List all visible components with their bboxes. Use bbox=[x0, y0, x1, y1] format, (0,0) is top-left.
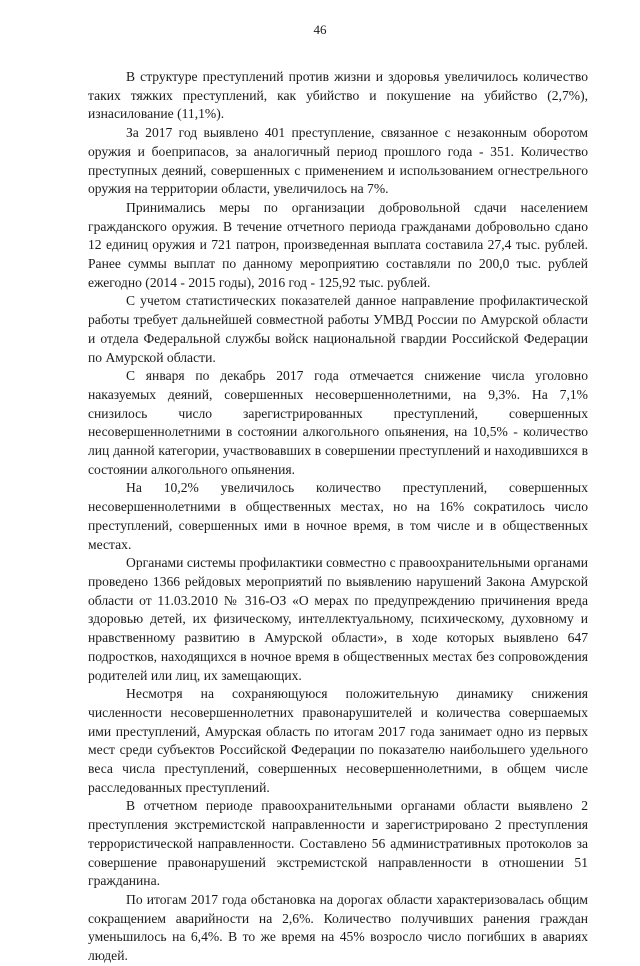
paragraph-voluntary-weapon-surrender: Принимались меры по организации добровольной сдачи населением гражданского оружия. В течение отчетного периода гражданами добровольно сдано 12 единиц оружия и 721 патрон, произведенная выплата составила 27,4 тыс. рублей. Ранее суммы выплат по данному мероприятию составляли по 200,0 тыс. рублей ежегодно (2014 - 2015 годы), 2016 год - 125,92 тыс. рублей. bbox=[88, 199, 588, 290]
page-number: 46 bbox=[313, 22, 327, 37]
paragraph-road-safety: По итогам 2017 года обстановка на дорогах области характеризовалась общим сокращением аварийности на 2,6%. Количество получивших ранения граждан уменьшилось на 6,4%. В то же время на 45% возросло число погибших в авариях людей. bbox=[88, 891, 588, 964]
paragraph-crimes-against-life: В структуре преступлений против жизни и здоровья увеличилось количество таких тяжких преступлений, как убийство и покушение на убийство (2,7%), изнасилование (11,1%). bbox=[88, 69, 588, 122]
paragraph-juvenile-crime: С января по декабрь 2017 года отмечается снижение числа уголовно наказуемых деяний, совершенных несовершеннолетними, на 9,3%. На 7,1% снизилось число зарегистрированных преступлений, совершенных несовершеннолетними в состоянии алкогольного опьянения, на 10,5% - количество лиц данной категории, участвовавших в совершении преступлений и находившихся в состоянии алкогольного опьянения. bbox=[88, 368, 588, 477]
paragraph-juvenile-public-places: На 10,2% увеличилось количество преступлений, совершенных несовершеннолетними в общественных местах, но на 16% сократилось число преступлений, совершенных ими в ночное время, в том числе и в общественных местах. bbox=[88, 480, 588, 552]
paragraph-raids: Органами системы профилактики совместно с правоохранительными органами проведено 1366 рейдовых мероприятий по выявлению нарушений Закона Амурской области от 11.03.2010 № 316-ОЗ «О мерах по предупреждению причинения вреда здоровью детей, их физическому, интеллектуальному, психическому, духовному и нравственному развитию в Амурской области», в ходе которых выявлено 647 подростков, находящихся в ночное время в общественных местах без сопровождения родителей или лиц, их замещающих. bbox=[88, 555, 588, 683]
body-text bbox=[88, 68, 588, 966]
paragraph-illegal-weapons: За 2017 год выявлено 401 преступление, связанное с незаконным оборотом оружия и боеприпасов, за аналогичный период прошлого года - 351. Количество преступных деяний, совершенных с применением и использованием огнестрельного оружия на территории области, увеличилось на 7%. bbox=[88, 125, 588, 197]
paragraph-region-ranking: Несмотря на сохраняющуюся положительную динамику снижения численности несовершеннолетних правонарушителей и количества совершаемых ими преступлений, Амурская область по итогам 2017 года занимает одно из первых мест среди субъектов Российской Федерации по показателю наибольшего удельного веса числа преступлений, совершенных несовершеннолетними, в общем числе расследованных преступлений. bbox=[88, 686, 588, 795]
paragraph-prevention-cooperation: С учетом статистических показателей данное направление профилактической работы требует дальнейшей совместной работы УМВД России по Амурской области и отдела Федеральной службы войск национальной гвардии Российской Федерации по Амурской области. bbox=[88, 293, 588, 365]
paragraph-extremism: В отчетном периоде правоохранительными органами области выявлено 2 преступления экстремистской направленности и зарегистрировано 2 преступления террористической направленности. Составлено 56 административных протоколов за совершение правонарушений экстремистской направленности в отношении 51 гражданина. bbox=[88, 798, 588, 889]
